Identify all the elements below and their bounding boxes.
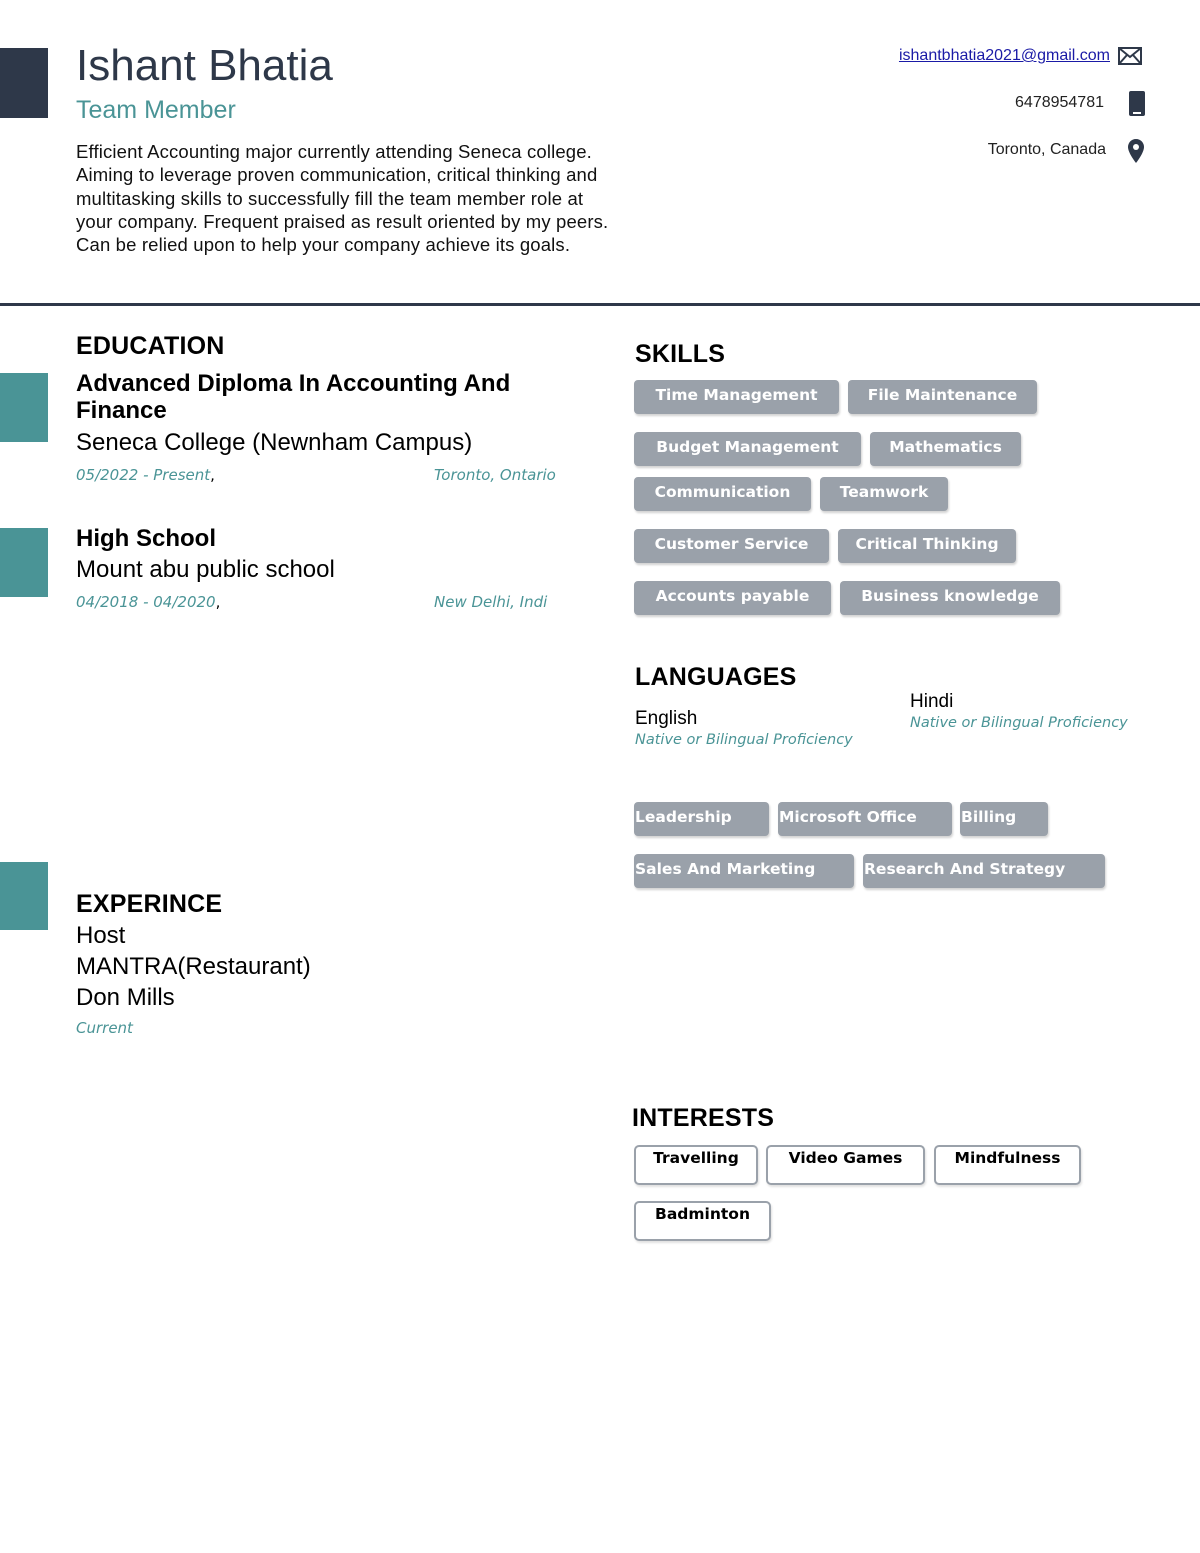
education-school-2: Mount abu public school — [76, 556, 335, 583]
interest-chip: Mindfulness — [934, 1145, 1081, 1185]
experience-heading: EXPERINCE — [76, 890, 223, 918]
extra-skill-chip: Leadership — [634, 802, 769, 836]
extra-skill-chip: Sales And Marketing — [634, 854, 854, 888]
experience-location: Don Mills — [76, 984, 175, 1011]
skill-chip: Accounts payable — [634, 581, 831, 615]
experience-accent-block — [0, 862, 48, 930]
experience-job-title: Host — [76, 922, 126, 949]
experience-company: MANTRA(Restaurant) — [76, 953, 311, 980]
education-degree-2: High School — [76, 525, 216, 552]
extra-skill-chip: Billing — [960, 802, 1048, 836]
contact-phone: 6478954781 — [1015, 94, 1104, 111]
envelope-icon — [1118, 46, 1142, 66]
education-degree-1: Advanced Diploma In Accounting And Finance — [76, 370, 511, 424]
skill-chip: Communication — [634, 477, 811, 511]
skill-chip: File Maintenance — [848, 380, 1037, 414]
skill-chip: Mathematics — [870, 432, 1021, 466]
education-dates-2-text: 04/2018 - 04/2020 — [76, 593, 216, 611]
contact-location: Toronto, Canada — [987, 141, 1106, 158]
contact-email[interactable] — [899, 47, 1110, 65]
education-dates-2: 04/2018 - 04/2020, — [76, 593, 221, 611]
language-level-hindi: Native or Bilingual Proficiency — [910, 715, 1128, 731]
education-accent-block-1 — [0, 373, 48, 442]
education-dates-1-text: 05/2022 - Present — [76, 466, 211, 484]
education-dates-1: 05/2022 - Present, — [76, 466, 215, 484]
skill-chip: Business knowledge — [840, 581, 1060, 615]
interests-heading: INTERESTS — [632, 1104, 775, 1132]
education-heading: EDUCATION — [76, 332, 225, 360]
education-location-1: Toronto, Ontario — [434, 466, 556, 484]
skill-chip: Budget Management — [634, 432, 861, 466]
language-name-english: English — [635, 708, 698, 729]
language-name-hindi: Hindi — [910, 691, 954, 712]
candidate-title: Team Member — [76, 96, 236, 124]
skill-chip: Teamwork — [820, 477, 948, 511]
skills-heading: SKILLS — [635, 340, 726, 368]
header-accent-block — [0, 48, 48, 118]
education-school-1: Seneca College (Newnham Campus) — [76, 429, 473, 456]
skill-chip: Time Management — [634, 380, 839, 414]
interest-chip: Travelling — [634, 1145, 758, 1185]
languages-heading: LANGUAGES — [635, 663, 797, 691]
phone-icon — [1129, 91, 1145, 116]
skill-chip: Customer Service — [634, 529, 829, 563]
candidate-name: Ishant Bhatia — [76, 41, 333, 90]
education-accent-block-2 — [0, 528, 48, 597]
experience-period: Current — [76, 1019, 133, 1037]
extra-skill-chip: Microsoft Office — [778, 802, 952, 836]
summary-paragraph: Efficient Accounting major currently attending Seneca college. Aiming to leverage proven communication, critical thinking and multitasking skills to successfully fill the team member role at your company. Frequent praised as result oriented by my peers. Can be relied upon to help your company achieve its goals. — [76, 141, 609, 256]
interest-chip: Badminton — [634, 1201, 771, 1241]
interest-chip: Video Games — [766, 1145, 925, 1185]
education-location-2: New Delhi, Indi — [434, 593, 548, 611]
map-pin-icon — [1127, 138, 1145, 164]
email-link[interactable]: ishantbhatia2021@gmail.com — [898, 47, 1110, 64]
language-level-english: Native or Bilingual Proficiency — [635, 732, 853, 748]
header-divider — [0, 303, 1200, 306]
extra-skill-chip: Research And Strategy — [863, 854, 1105, 888]
skill-chip: Critical Thinking — [838, 529, 1016, 563]
